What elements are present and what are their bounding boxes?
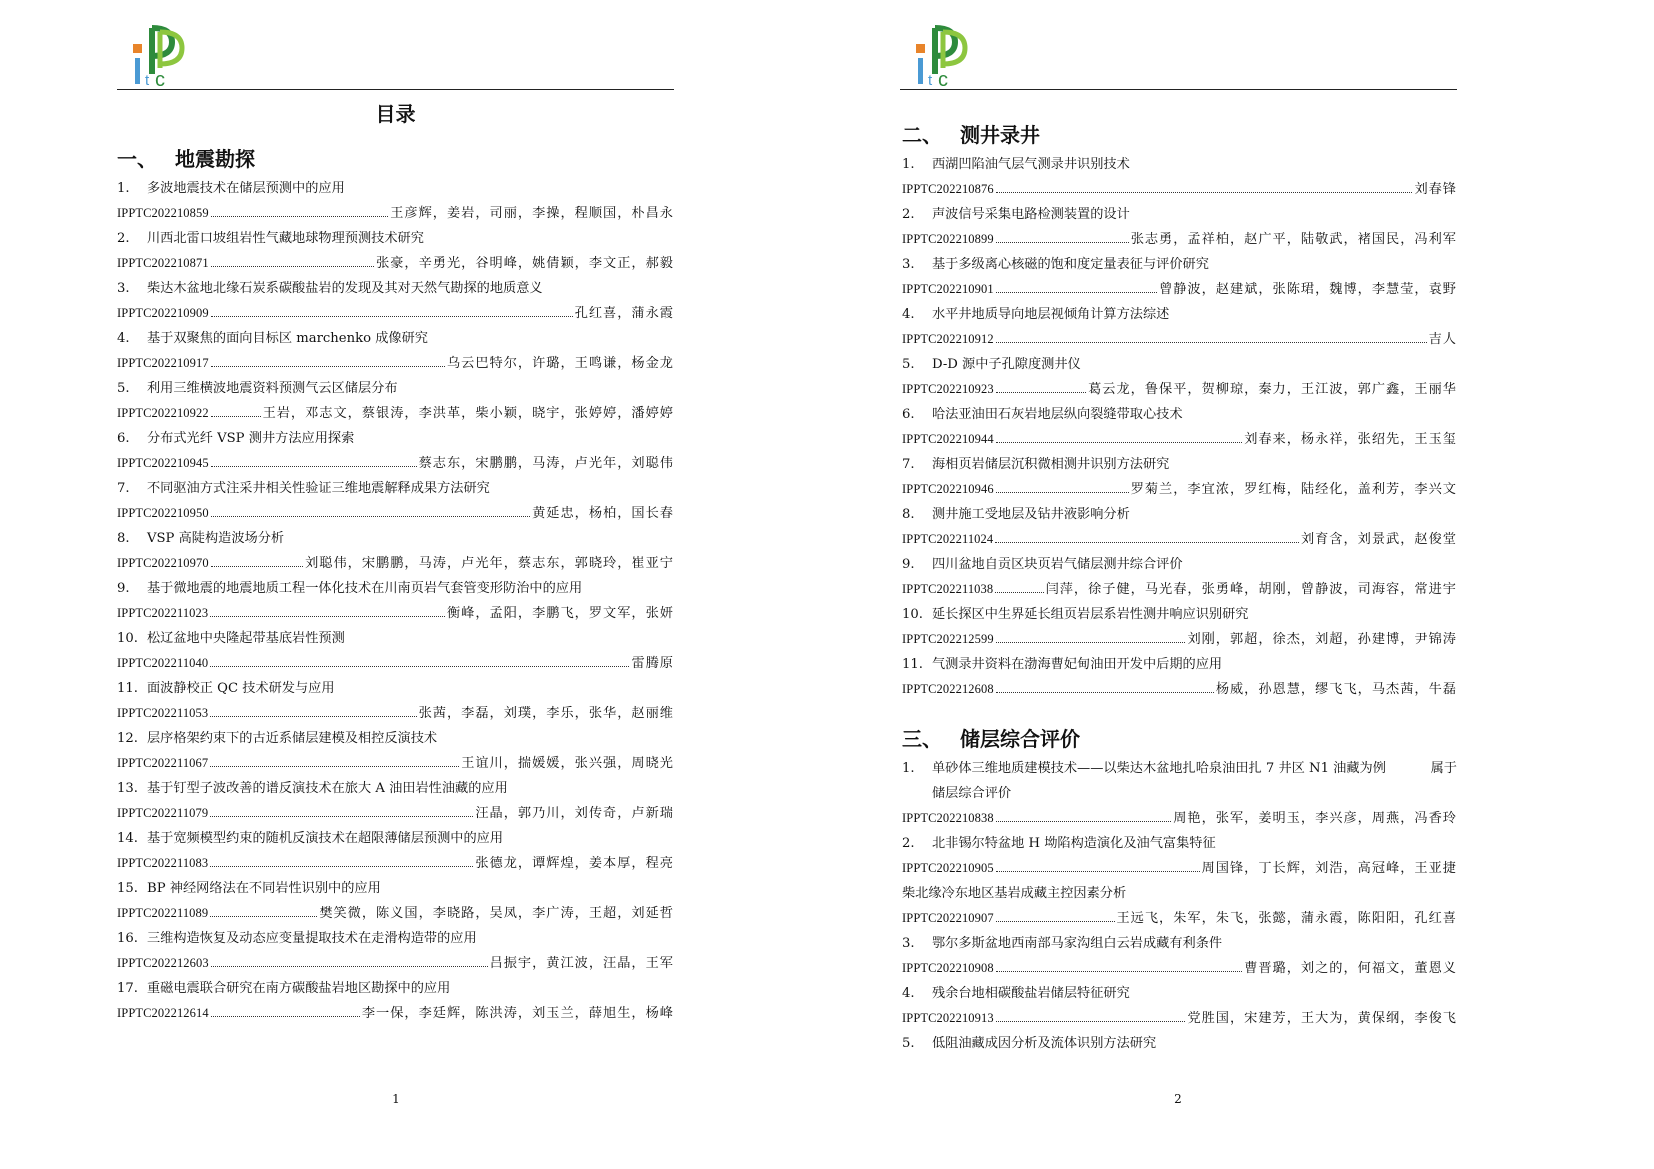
toc-entry-id-line (902, 327, 1457, 352)
entry-authors: 闫萍，徐子健，马光春，张勇峰，胡刚，曾静波，司海容，常进宇 (1045, 582, 1457, 597)
leader-dots (996, 492, 1129, 493)
entry-authors: 孔红喜，蒲永霞 (574, 306, 674, 321)
entry-title-text: 层序格架约束下的古近系储层建模及相控反演技术 (147, 731, 438, 746)
toc-entry-id-line (117, 901, 674, 926)
leader-dots (996, 871, 1200, 872)
entry-number: 4. (117, 331, 130, 346)
section-heading (902, 120, 1457, 150)
entry-authors: 张志勇，孟祥柏，赵广平，陆敬武，褚国民，冯利军 (1130, 232, 1457, 247)
entry-number: 7. (117, 481, 130, 496)
toc-entry-id-line (902, 377, 1457, 402)
entry-title-text: 延长探区中生界延长组页岩层系岩性测井响应识别研究 (932, 607, 1249, 622)
entry-authors: 吕振宇，黄江波，汪晶，王军 (489, 956, 674, 971)
toc-entry-title[interactable] (902, 931, 1457, 956)
entry-number: 1. (902, 157, 915, 172)
toc-entry-title[interactable] (117, 776, 674, 801)
leader-dots (996, 392, 1086, 393)
entry-title-text: 基于宽频模型约束的随机反演技术在超限薄储层预测中的应用 (147, 831, 504, 846)
entry-title-text: 分布式光纤 VSP 测井方法应用探索 (147, 431, 355, 446)
entry-number: 7. (902, 457, 915, 472)
entry-authors: 周国锋，丁长辉，刘浩，高冠峰，王亚捷 (1201, 861, 1457, 876)
section-heading (902, 724, 1457, 754)
section-number: 二、 (902, 123, 942, 147)
toc-entry-title[interactable] (117, 376, 674, 401)
toc-entry-id-line (117, 401, 674, 426)
entry-title-text: 利用三维横波地震资料预测气云区储层分布 (147, 381, 398, 396)
leader-dots (996, 192, 1413, 193)
entry-title-text: 水平井地质导向地层视倾角计算方法综述 (932, 307, 1170, 322)
paper-id: IPPTC202210922 (117, 406, 209, 420)
entry-title-text: 不同驱油方式注采井相关性验证三维地震解释成果方法研究 (147, 481, 490, 496)
toc-entry-title[interactable] (117, 676, 674, 701)
leader-dots (996, 292, 1157, 293)
entry-title-text: 松辽盆地中央隆起带基底岩性预测 (147, 631, 345, 646)
entry-number: 11. (902, 657, 923, 672)
leader-dots (996, 1021, 1186, 1022)
toc-entry-id-line (902, 956, 1457, 981)
section-number: 一、 (117, 147, 157, 171)
entry-number: 6. (117, 431, 130, 446)
leader-dots (210, 616, 445, 617)
paper-id: IPPTC202212608 (902, 682, 994, 696)
toc-entry-title[interactable] (117, 326, 674, 351)
toc-entry-id-line (117, 251, 674, 276)
entry-number: 15. (117, 881, 138, 896)
entry-title-text: BP 神经网络法在不同岩性识别中的应用 (147, 881, 381, 896)
entry-authors: 周艳，张军，姜明玉，李兴彦，周燕，冯香玲 (1173, 811, 1457, 826)
entry-authors: 乌云巴特尔，许璐，王鸣谦，杨金龙 (447, 356, 674, 371)
leader-dots (211, 216, 389, 217)
toc-entry-id-line (902, 806, 1457, 831)
leader-dots (211, 966, 488, 967)
entry-authors: 王远飞，朱军，朱飞，张懿，蒲永霞，陈阳阳，孔红喜 (1116, 911, 1457, 926)
toc-entry-title[interactable] (117, 226, 674, 251)
toc-entry-id-line (117, 601, 674, 626)
toc-entry-title[interactable] (117, 876, 674, 901)
paper-id: IPPTC202210944 (902, 432, 994, 446)
entry-title-text: 重磁电震联合研究在南方碳酸盐岩地区勘探中的应用 (147, 981, 451, 996)
toc-entry-id-line (902, 227, 1457, 252)
toc-entry-title[interactable] (902, 602, 1457, 627)
entry-title-text: 海相页岩储层沉积微相测井识别方法研究 (932, 457, 1170, 472)
toc-entry-title[interactable] (902, 881, 1457, 906)
toc-entry-title[interactable] (902, 981, 1457, 1006)
leader-dots (211, 1016, 360, 1017)
header-rule (117, 89, 674, 90)
entry-title-text: 测井施工受地层及钻井液影响分析 (932, 507, 1130, 522)
toc-entry-id-line (902, 427, 1457, 452)
entry-authors: 曹晋璐，刘之的，何福文，董恩义 (1244, 961, 1457, 976)
toc-entry-id-line (117, 851, 674, 876)
paper-id: IPPTC202211079 (117, 806, 209, 820)
leader-dots (996, 921, 1115, 922)
paper-id: IPPTC202210923 (902, 382, 994, 396)
toc-entry-title[interactable] (902, 202, 1457, 227)
toc-entry-id-line (117, 201, 674, 226)
toc-entry-title[interactable] (902, 502, 1457, 527)
section-gap (902, 702, 1457, 724)
section-title: 储层综合评价 (960, 727, 1080, 751)
entry-title-text: 基于双聚焦的面向目标区 marchenko 成像研究 (147, 331, 428, 346)
entry-authors: 刘刚，郭超，徐杰，刘超，孙建博，尹锦涛 (1187, 632, 1457, 647)
entry-number: 6. (902, 407, 915, 422)
leader-dots (211, 266, 374, 267)
svg-text:t: t (145, 72, 150, 89)
entry-title-text: 声波信号采集电路检测装置的设计 (932, 207, 1130, 222)
entry-authors: 汪晶，郭乃川，刘传奇，卢新瑞 (475, 806, 674, 821)
toc-entry-title[interactable] (902, 831, 1457, 856)
toc-entry-id-line (117, 801, 674, 826)
entry-authors: 党胜国，宋建芳，王大为，黄保纲，李俊飞 (1187, 1011, 1457, 1026)
ipptc-logo (913, 22, 973, 92)
section-title: 地震勘探 (175, 147, 255, 171)
entry-authors: 张豪，辛勇光，谷明峰，姚倩颖，李文正，郝毅 (376, 256, 674, 271)
toc-entry-id-line (117, 701, 674, 726)
entry-title-text: 哈法亚油田石灰岩地层纵向裂缝带取心技术 (932, 407, 1183, 422)
toc-title: 目录 (375, 102, 416, 126)
entry-number: 17. (117, 981, 138, 996)
paper-id: IPPTC202210917 (117, 356, 209, 370)
page-number: 1 (392, 1092, 400, 1106)
entry-title-continuation: 储层综合评价 (932, 786, 1012, 801)
section-number: 三、 (902, 727, 942, 751)
entry-number: 9. (902, 557, 915, 572)
toc-entry-title[interactable] (117, 726, 674, 751)
paper-id: IPPTC202210905 (902, 861, 994, 875)
entry-title-text: 基于多级离心核磁的饱和度定量表征与评价研究 (932, 257, 1209, 272)
leader-dots (210, 866, 473, 867)
paper-id: IPPTC202210907 (902, 911, 994, 925)
toc-entry-title[interactable] (902, 352, 1457, 377)
entry-title-text: 面波静校正 QC 技术研发与应用 (147, 681, 335, 696)
entry-authors: 王岩，邓志文，蔡银涛，李洪革，柴小颖，晓宇，张婷婷，潘婷婷 (262, 406, 674, 421)
paper-id: IPPTC202211024 (902, 532, 994, 546)
entry-title-text: 柴达木盆地北缘石炭系碳酸盐岩的发现及其对天然气勘探的地质意义 (147, 281, 543, 296)
leader-dots (210, 816, 473, 817)
paper-id: IPPTC202212603 (117, 956, 209, 970)
leader-dots (996, 971, 1242, 972)
entry-title-text: 残余台地相碳酸盐岩储层特征研究 (932, 986, 1130, 1001)
leader-dots (211, 466, 417, 467)
entry-authors: 张德龙，谭辉煌，姜本厚，程亮 (475, 856, 674, 871)
toc-entry-title[interactable] (902, 152, 1457, 177)
leader-dots (210, 666, 629, 667)
entry-title-text: 三维构造恢复及动态应变量提取技术在走滑构造带的应用 (147, 931, 477, 946)
paper-id: IPPTC202210901 (902, 282, 994, 296)
entry-number: 9. (117, 581, 130, 596)
entry-number: 2. (902, 836, 915, 851)
toc-entry-title[interactable] (117, 626, 674, 651)
entry-number: 13. (117, 781, 138, 796)
toc-entry-title[interactable] (117, 426, 674, 451)
svg-text:t: t (928, 72, 933, 89)
toc-entry-id-line (902, 177, 1457, 202)
entry-number: 5. (902, 1036, 915, 1051)
entry-authors: 张茜，李磊，刘璞，李乐，张华，赵丽维 (418, 706, 674, 721)
entry-title-text: 单砂体三维地质建模技术——以柴达木盆地扎哈泉油田扎 7 井区 N1 油藏为例 (932, 761, 1386, 776)
paper-id: IPPTC202212614 (117, 1006, 209, 1020)
leader-dots (996, 692, 1214, 693)
toc-entry-title[interactable] (902, 552, 1457, 577)
toc-entry-title[interactable] (117, 176, 674, 201)
toc-entry-id-line (117, 451, 674, 476)
entry-number: 2. (117, 231, 130, 246)
entry-title-text: 低阻油藏成因分析及流体识别方法研究 (932, 1036, 1157, 1051)
page-number: 2 (1174, 1092, 1182, 1106)
entry-authors: 刘聪伟，宋鹏鹏，马涛，卢光年，蔡志东，郭晓玲，崔亚宁 (305, 556, 674, 571)
paper-id: IPPTC202211053 (117, 706, 209, 720)
paper-id: IPPTC202210945 (117, 456, 209, 470)
paper-id: IPPTC202210946 (902, 482, 994, 496)
entry-number: 10. (117, 631, 138, 646)
leader-dots (210, 766, 459, 767)
paper-id: IPPTC202210912 (902, 332, 994, 346)
paper-id: IPPTC202210838 (902, 811, 994, 825)
toc-entry-id-line (902, 277, 1457, 302)
entry-number: 3. (902, 936, 915, 951)
toc-entry-id-line (117, 951, 674, 976)
entry-authors: 王彦辉，姜岩，司丽，李操，程顺国，朴昌永 (390, 206, 674, 221)
entry-title-text: D-D 源中子孔隙度测井仪 (932, 357, 1081, 372)
entry-number: 4. (902, 986, 915, 1001)
leader-dots (211, 316, 573, 317)
entry-number: 3. (902, 257, 915, 272)
toc-content-page-2 (902, 120, 1457, 1056)
entry-title-text: VSP 高陡构造波场分析 (147, 531, 285, 546)
entry-number: 5. (902, 357, 915, 372)
leader-dots (211, 566, 303, 567)
paper-id: IPPTC202211038 (902, 582, 994, 596)
entry-number: 3. (117, 281, 130, 296)
paper-id: IPPTC202210859 (117, 206, 209, 220)
entry-title-text: 西湖凹陷油气层气测录井识别技术 (932, 157, 1130, 172)
entry-title-text: 气测录井资料在渤海曹妃甸油田开发中后期的应用 (932, 657, 1223, 672)
paper-id: IPPTC202211067 (117, 756, 209, 770)
toc-entry-title[interactable] (117, 976, 674, 1001)
paper-id: IPPTC202210913 (902, 1011, 994, 1025)
page-right (827, 0, 1654, 1169)
toc-entry-id-line (902, 1006, 1457, 1031)
entry-title-text: 基于钉型子波改善的谱反演技术在旅大 A 油田岩性油藏的应用 (147, 781, 508, 796)
toc-entry-title[interactable] (902, 652, 1457, 677)
entry-title-text: 柴北缘冷东地区基岩成藏主控因素分析 (902, 886, 1127, 901)
entry-authors: 黄延忠，杨柏，国长春 (532, 506, 674, 521)
toc-entry-id-line (902, 856, 1457, 881)
entry-authors: 曾静波，赵建斌，张陈珺，魏博，李慧莹，袁野 (1159, 282, 1457, 297)
entry-title-text: 北非锡尔特盆地 H 坳陷构造演化及油气富集特征 (932, 836, 1216, 851)
toc-entry-title[interactable] (902, 756, 1457, 806)
entry-number: 14. (117, 831, 138, 846)
toc-entry-title[interactable] (902, 302, 1457, 327)
entry-number: 10. (902, 607, 923, 622)
entry-number: 1. (902, 761, 915, 776)
toc-entry-id-line (117, 751, 674, 776)
entry-authors: 刘春锋 (1414, 182, 1457, 197)
paper-id: IPPTC202210950 (117, 506, 209, 520)
entry-authors: 樊笑微，陈义国，李晓路，吴凤，李广涛，王超，刘延哲 (319, 906, 674, 921)
paper-id: IPPTC202210908 (902, 961, 994, 975)
entry-title-text: 川西北雷口坡组岩性气藏地球物理预测技术研究 (147, 231, 424, 246)
entry-authors: 衡峰，孟阳，李鹏飞，罗文军，张妍 (447, 606, 674, 621)
paper-id: IPPTC202211023 (117, 606, 209, 620)
entry-authors: 葛云龙，鲁保平，贺柳琼，秦力，王江波，郭广鑫，王丽华 (1088, 382, 1457, 397)
entry-number: 8. (117, 531, 130, 546)
paper-id: IPPTC202211040 (117, 656, 209, 670)
paper-id: IPPTC202211083 (117, 856, 209, 870)
toc-entry-id-line (117, 501, 674, 526)
leader-dots (211, 366, 445, 367)
toc-entry-title[interactable] (117, 826, 674, 851)
entry-title-tail: 属于 (1430, 761, 1457, 776)
leader-dots (996, 821, 1172, 822)
leader-dots (996, 442, 1242, 443)
entry-authors: 李一保，李廷辉，陈洪涛，刘玉兰，薛旭生，杨峰 (361, 1006, 674, 1021)
entry-number: 5. (117, 381, 130, 396)
paper-id: IPPTC202210970 (117, 556, 209, 570)
leader-dots (211, 516, 530, 517)
leader-dots (210, 716, 416, 717)
leader-dots (996, 342, 1427, 343)
entry-authors: 蔡志东，宋鹏鹏，马涛，卢光年，刘聪伟 (418, 456, 674, 471)
header-rule (900, 89, 1457, 90)
entry-authors: 刘育含，刘景武，赵俊堂 (1300, 532, 1457, 547)
entry-number: 1. (117, 181, 130, 196)
paper-id: IPPTC202210876 (902, 182, 994, 196)
entry-authors: 吉人 (1428, 332, 1457, 347)
leader-dots (996, 242, 1129, 243)
toc-entry-title[interactable] (117, 576, 674, 601)
toc-entry-id-line (902, 627, 1457, 652)
entry-authors: 刘春来，杨永祥，张绍先，王玉玺 (1244, 432, 1457, 447)
paper-id: IPPTC202210871 (117, 256, 209, 270)
entry-authors: 罗菊兰，李宜浓，罗红梅，陆经化，盖利芳，李兴文 (1130, 482, 1457, 497)
entry-authors: 王谊川，揣媛媛，张兴强，周晓光 (461, 756, 674, 771)
paper-id: IPPTC202212599 (902, 632, 994, 646)
toc-entry-id-line (902, 577, 1457, 602)
leader-dots (995, 592, 1043, 593)
entry-number: 8. (902, 507, 915, 522)
entry-authors: 杨威，孙恩慧，缪飞飞，马杰茜，牛磊 (1215, 682, 1457, 697)
leader-dots (995, 542, 1299, 543)
leader-dots (211, 416, 261, 417)
svg-text:c: c (155, 69, 165, 91)
toc-entry-title[interactable] (902, 452, 1457, 477)
ipptc-logo (130, 22, 190, 92)
entry-number: 2. (902, 207, 915, 222)
toc-entry-id-line (902, 906, 1457, 931)
toc-entry-title[interactable] (902, 402, 1457, 427)
entry-number: 12. (117, 731, 138, 746)
toc-entry-id-line (117, 551, 674, 576)
paper-id: IPPTC202211089 (117, 906, 209, 920)
leader-dots (210, 916, 317, 917)
toc-entry-title[interactable] (902, 252, 1457, 277)
entry-number: 16. (117, 931, 138, 946)
entry-number: 4. (902, 307, 915, 322)
toc-entry-title[interactable] (117, 476, 674, 501)
toc-entry-title[interactable] (117, 526, 674, 551)
toc-entry-id-line (117, 301, 674, 326)
leader-dots (996, 642, 1186, 643)
paper-id: IPPTC202210899 (902, 232, 994, 246)
toc-entry-id-line (117, 651, 674, 676)
entry-number: 11. (117, 681, 138, 696)
entry-authors: 雷腾原 (631, 656, 674, 671)
entry-title-text: 鄂尔多斯盆地西南部马家沟组白云岩成藏有利条件 (932, 936, 1223, 951)
entry-title-text: 基于微地震的地震地质工程一体化技术在川南页岩气套管变形防治中的应用 (147, 581, 583, 596)
toc-entry-id-line (902, 527, 1457, 552)
toc-entry-id-line (902, 477, 1457, 502)
toc-entry-id-line (117, 351, 674, 376)
entry-title-text: 多波地震技术在储层预测中的应用 (147, 181, 345, 196)
toc-entry-id-line (117, 1001, 674, 1026)
toc-entry-title[interactable] (117, 276, 674, 301)
toc-content-page-1 (117, 144, 674, 1026)
toc-entry-id-line (902, 677, 1457, 702)
svg-text:c: c (938, 69, 948, 91)
paper-id: IPPTC202210909 (117, 306, 209, 320)
toc-entry-title[interactable] (902, 1031, 1457, 1056)
entry-title-text: 四川盆地自贡区块页岩气储层测井综合评价 (932, 557, 1183, 572)
section-title: 测井录井 (960, 123, 1040, 147)
toc-entry-title[interactable] (117, 926, 674, 951)
section-heading (117, 144, 674, 174)
